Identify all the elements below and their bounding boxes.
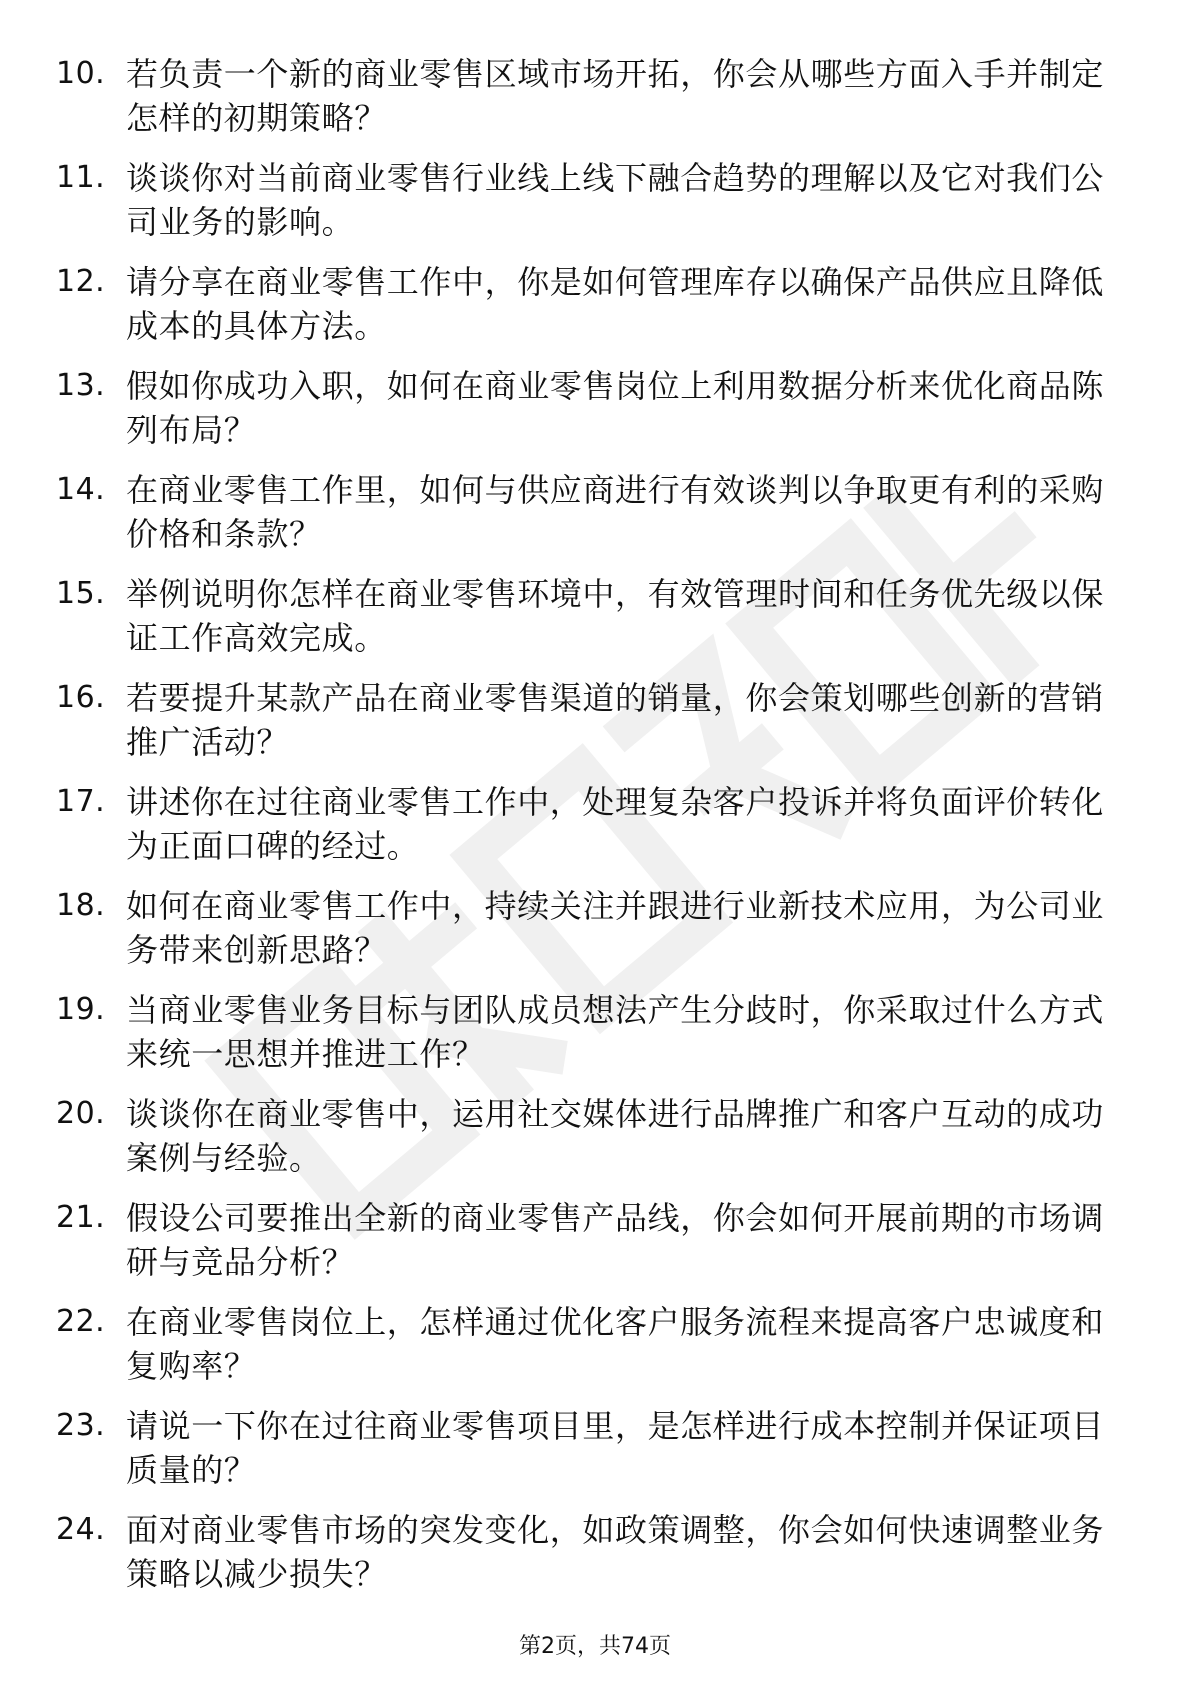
question-text: 如何在商业零售工作中，持续关注并跟进行业新技术应用，为公司业务带来创新思路？ bbox=[126, 887, 1105, 969]
question-item bbox=[0, 1404, 1190, 1508]
question-number: 10. bbox=[56, 56, 106, 91]
question-list bbox=[0, 52, 1190, 1612]
question-item bbox=[0, 468, 1190, 572]
question-text: 请说一下你在过往商业零售项目里，是怎样进行成本控制并保证项目质量的？ bbox=[126, 1407, 1105, 1489]
question-text: 若负责一个新的商业零售区域市场开拓，你会从哪些方面入手并制定怎样的初期策略？ bbox=[126, 55, 1105, 137]
question-item bbox=[0, 676, 1190, 780]
question-item bbox=[0, 260, 1190, 364]
question-number: 12. bbox=[56, 264, 106, 299]
question-number: 20. bbox=[56, 1096, 106, 1131]
question-item bbox=[0, 1508, 1190, 1612]
question-text: 在商业零售工作里，如何与供应商进行有效谈判以争取更有利的采购价格和条款？ bbox=[126, 471, 1105, 553]
question-text: 请分享在商业零售工作中，你是如何管理库存以确保产品供应且降低成本的具体方法。 bbox=[126, 263, 1105, 345]
question-item bbox=[0, 364, 1190, 468]
question-text: 面对商业零售市场的突发变化，如政策调整，你会如何快速调整业务策略以减少损失？ bbox=[126, 1511, 1105, 1593]
question-text: 讲述你在过往商业零售工作中，处理复杂客户投诉并将负面评价转化为正面口碑的经过。 bbox=[126, 783, 1105, 865]
question-item bbox=[0, 988, 1190, 1092]
question-text: 假设公司要推出全新的商业零售产品线，你会如何开展前期的市场调研与竞品分析？ bbox=[126, 1199, 1105, 1281]
question-text: 谈谈你对当前商业零售行业线上线下融合趋势的理解以及它对我们公司业务的影响。 bbox=[126, 159, 1105, 241]
question-item bbox=[0, 780, 1190, 884]
question-text: 谈谈你在商业零售中，运用社交媒体进行品牌推广和客户互动的成功案例与经验。 bbox=[126, 1095, 1105, 1177]
question-number: 23. bbox=[56, 1408, 106, 1443]
question-text: 假如你成功入职，如何在商业零售岗位上利用数据分析来优化商品陈列布局？ bbox=[126, 367, 1105, 449]
question-item bbox=[0, 1300, 1190, 1404]
question-number: 19. bbox=[56, 992, 106, 1027]
question-number: 17. bbox=[56, 784, 106, 819]
question-number: 21. bbox=[56, 1200, 106, 1235]
question-item bbox=[0, 572, 1190, 676]
question-number: 15. bbox=[56, 576, 106, 611]
question-number: 16. bbox=[56, 680, 106, 715]
question-number: 24. bbox=[56, 1512, 106, 1547]
question-text: 当商业零售业务目标与团队成员想法产生分歧时，你采取过什么方式来统一思想并推进工作？ bbox=[126, 991, 1105, 1073]
question-number: 22. bbox=[56, 1304, 106, 1339]
question-item bbox=[0, 1092, 1190, 1196]
page-number-label: 第2页，共74页 bbox=[519, 1634, 671, 1659]
question-number: 11. bbox=[56, 160, 106, 195]
question-number: 13. bbox=[56, 368, 106, 403]
question-number: 14. bbox=[56, 472, 106, 507]
question-item bbox=[0, 52, 1190, 156]
question-item bbox=[0, 1196, 1190, 1300]
question-text: 在商业零售岗位上，怎样通过优化客户服务流程来提高客户忠诚度和复购率？ bbox=[126, 1303, 1105, 1385]
question-text: 举例说明你怎样在商业零售环境中，有效管理时间和任务优先级以保证工作高效完成。 bbox=[126, 575, 1105, 657]
question-item bbox=[0, 884, 1190, 988]
question-number: 18. bbox=[56, 888, 106, 923]
question-text: 若要提升某款产品在商业零售渠道的销量，你会策划哪些创新的营销推广活动？ bbox=[126, 679, 1105, 761]
page-footer bbox=[0, 1632, 1190, 1662]
question-item bbox=[0, 156, 1190, 260]
